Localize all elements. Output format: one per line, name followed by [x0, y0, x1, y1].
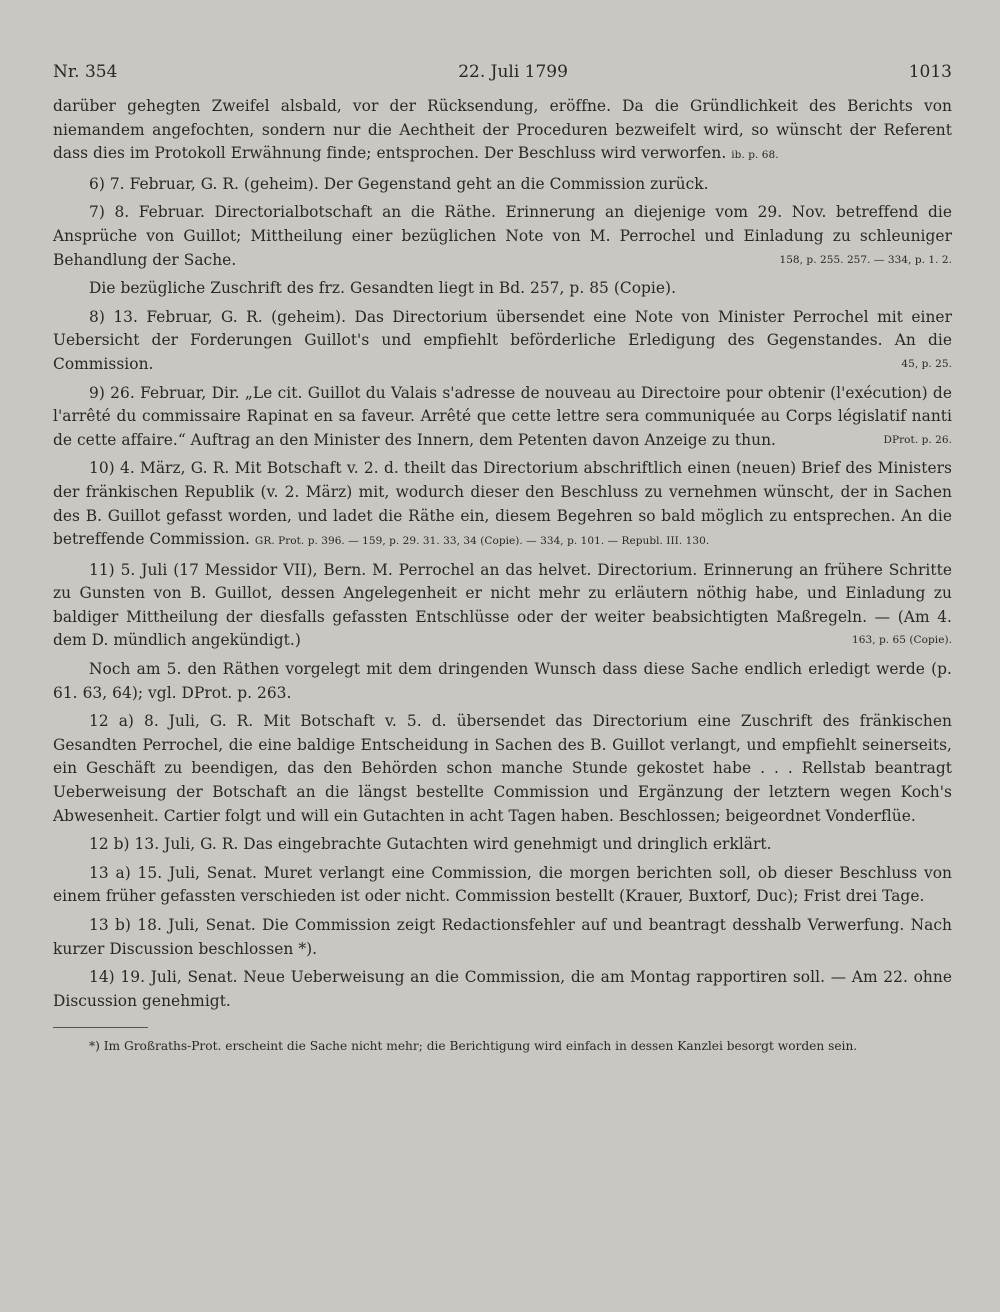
- paragraph-entry: [53, 710, 952, 828]
- paragraph-text: Die bezügliche Zuschrift des frz. Gesandten liegt in Bd. 257, p. 85 (Copie).: [89, 279, 677, 298]
- paragraph-text: 6) 7. Februar, G. R. (geheim). Der Gegenstand geht an die Commission zurück.: [89, 174, 709, 193]
- paragraph-entry: [53, 277, 952, 301]
- main-text: [53, 95, 952, 1013]
- source-reference: 45, p. 25.: [901, 357, 952, 370]
- paragraph-entry: [53, 966, 952, 1013]
- paragraph-text: 14) 19. Juli, Senat. Neue Ueberweisung an die Commission, die am Montag rapportiren soll. — Am 22. ohne Discussion genehmigt.: [53, 968, 952, 1010]
- paragraph-continuation: [53, 95, 952, 168]
- paragraph-entry: [53, 173, 952, 197]
- paragraph-entry: [53, 382, 952, 453]
- page-header: [53, 62, 952, 88]
- source-reference: DProt. p. 26.: [883, 433, 952, 446]
- paragraph-entry: [53, 559, 952, 653]
- source-reference: 158, p. 255. 257. — 334, p. 1. 2.: [779, 253, 952, 266]
- source-reference: GR. Prot. p. 396. — 159, p. 29. 31. 33, 34 (Copie). — 334, p. 101. — Republ. III. 130.: [254, 535, 710, 548]
- paragraph-text: 12 b) 13. Juli, G. R. Das eingebrachte Gutachten wird genehmigt und dringlich erklärt.: [89, 835, 772, 854]
- paragraph-entry: [53, 457, 952, 553]
- footnote: *) Im Großraths-Prot. erscheint die Sache nicht mehr; die Berichtigung wird einfach in dessen Kanzlei besorgt worden sein.: [89, 1039, 858, 1054]
- paragraph-entry: [53, 201, 952, 272]
- paragraph-entry: [53, 833, 952, 857]
- page-number: 1013: [908, 62, 952, 82]
- paragraph-text: 7) 8. Februar. Directorialbotschaft an die Räthe. Erinnerung an diejenige vom 29. Nov. betreffend die Ansprüche von Guillot; Mittheilung einer bezüglichen Note von M. Perrochel und Einladung zu schleuniger Behandlung der Sache.: [53, 203, 952, 269]
- page-date: 22. Juli 1799: [458, 62, 568, 82]
- paragraph-entry: [53, 862, 952, 909]
- paragraph-entry: [53, 658, 952, 705]
- footnote-divider: [53, 1027, 148, 1028]
- paragraph-text: 13 b) 18. Juli, Senat. Die Commission zeigt Redactionsfehler auf und beantragt desshalb Verwerfung. Nach kurzer Discussion beschlossen *).: [53, 916, 952, 958]
- paragraph-text: Noch am 5. den Räthen vorgelegt mit dem dringenden Wunsch dass diese Sache endlich erledigt werde (p. 61. 63, 64); vgl. DProt. p. 263.: [53, 660, 952, 702]
- paragraph-entry: [53, 306, 952, 377]
- source-reference: ib. p. 68.: [731, 149, 779, 162]
- paragraph-text: 8) 13. Februar, G. R. (geheim). Das Directorium übersendet eine Note von Minister Perrochel mit einer Uebersicht der Forderungen Guillot's und empfiehlt beförderliche Erledigung des Gegenstandes. An die Commission.: [53, 307, 952, 373]
- paragraph-text: 9) 26. Februar, Dir. „Le cit. Guillot du Valais s'adresse de nouveau au Directoire pour obtenir (l'exécution) de l'arrêté du commissaire Rapinat en sa faveur. Arrêté que cette lettre sera communiquée au Corps législatif nanti de cette affaire.“ Auftrag an den Minister des Innern, dem Petenten davon Anzeige zu thun.: [53, 383, 952, 449]
- paragraph-text: 12 a) 8. Juli, G. R. Mit Botschaft v. 5. d. übersendet das Directorium eine Zuschrift des fränkischen Gesandten Perrochel, die eine baldige Entscheidung in Sachen des B. Guillot verlangt, und empfiehlt seinerseits, ein Geschäft zu beendigen, das den Behörden schon manche Stunde gekostet habe . . . Rellstab beantragt Ueberweisung der Botschaft an die längst bestellte Commission und Ergänzung der letztern wegen Koch's Abwesenheit. Cartier folgt und will ein Gutachten in acht Tagen haben. Beschlossen; beigeordnet Vonderflüe.: [53, 712, 952, 825]
- paragraph-entry: [53, 914, 952, 961]
- paragraph-text: 11) 5. Juli (17 Messidor VII), Bern. M. Perrochel an das helvet. Directorium. Erinnerung an frühere Schritte zu Gunsten von B. Guillot, dessen Angelegenheit er nicht mehr zu erläutern nöthig habe, und Einladung zu baldiger Mittheilung der diesfalls gefassten Entschlüsse oder der weiter beabsichtigten Maßregeln. — (Am 4. dem D. mündlich angekündigt.): [53, 560, 952, 650]
- paragraph-text: 13 a) 15. Juli, Senat. Muret verlangt eine Commission, die morgen berichten soll, ob dieser Beschluss von einem früher gefassten verschieden ist oder nicht. Commission bestellt (Krauer, Buxtorf, Duc); Frist drei Tage.: [53, 863, 952, 906]
- document-number: Nr. 354: [53, 62, 118, 82]
- paragraph-text: darüber gehegten Zweifel alsbald, vor der Rücksendung, eröffne. Da die Gründlichkeit des Berichts von niemandem angefochten, sondern nur die Aechtheit der Proceduren bezweifelt wird, so wünscht der Referent dass dies im Protokoll Erwähnung finde; entsprochen. Der Beschluss wird verworfen.: [53, 97, 952, 163]
- paragraph-text: 10) 4. März, G. R. Mit Botschaft v. 2. d. theilt das Directorium abschriftlich einen (neuen) Brief des Ministers der fränkischen Republik (v. 2. März) mit, wodurch dieser den Beschluss zu vernehmen wünscht, der in Sachen des B. Guillot gefasst worden, und ladet die Räthe ein, diesem Begehren so bald möglich zu entsprechen. An die betreffende Commission.: [53, 459, 952, 549]
- source-reference: 163, p. 65 (Copie).: [852, 634, 952, 647]
